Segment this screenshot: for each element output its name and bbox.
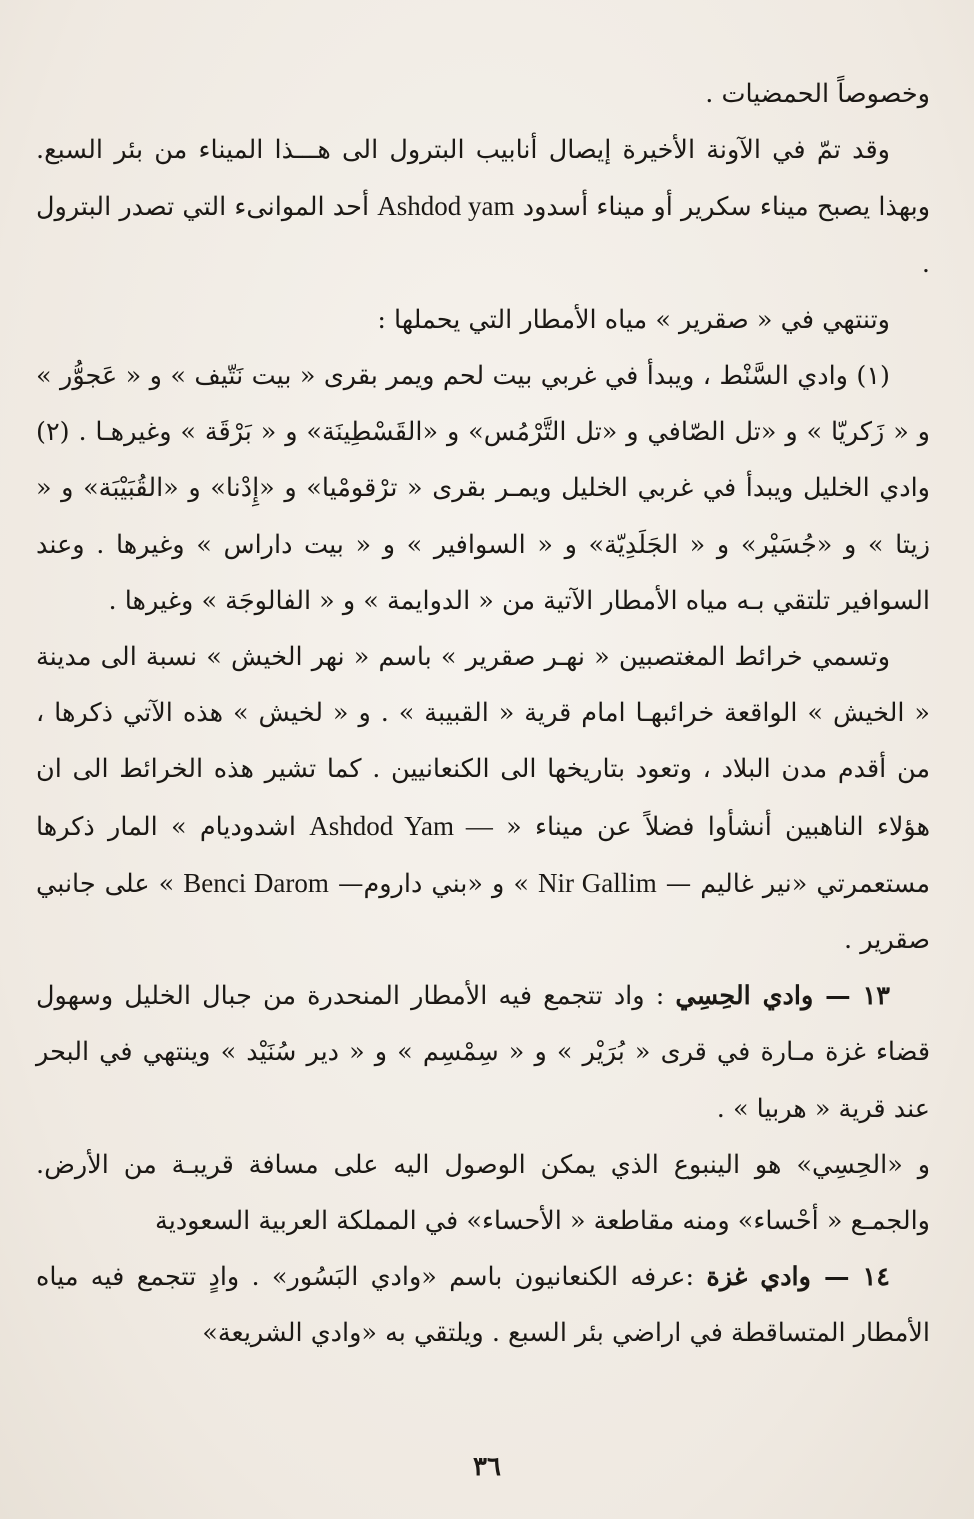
paragraph-hisi-spring <box>36 1137 930 1249</box>
text-line: (١) وادي السَّنْط ، ويبدأ في غربي بيت لحم ويمر بقرى « بيت نَتّيف » <box>170 361 890 392</box>
latin-term: Ashdod Yam — <box>309 810 493 841</box>
paragraph-wadi-gaza <box>36 1249 930 1361</box>
latin-term: Ashdod yam <box>377 191 515 222</box>
text-line: وينتهي في البحر عند قرية « هربيا » . <box>36 1037 930 1124</box>
paragraph-occupier-maps <box>36 629 930 968</box>
paragraph-citrus <box>36 66 930 122</box>
text-line: وتسمي خرائط المغتصبين « نهـر صقرير » باسم « نهر الخيش » نسبة الى <box>100 642 891 673</box>
text-line: الأرض. والجمـع « أحْساء» ومنه مقاطعة « الأحساء» في المملكة العربية <box>36 1149 930 1237</box>
latin-term: Benci Darom <box>183 867 329 898</box>
page-number: ٣٦ <box>473 1452 501 1482</box>
page-body <box>36 66 930 1362</box>
text-line: الآتي ذكرها ، من أقدم مدن البلاد ، وتعود بتاريخها الى الكنعانيين . كما تشير <box>36 698 931 785</box>
text-line: التي تصدر البترول . <box>36 192 930 279</box>
paragraph-rainwater-intro <box>36 292 930 348</box>
text-line: الأمطار الآتية من « الدوايمة » و « الفالوجَة » وغيرها . <box>108 585 678 616</box>
text-line: وقد تمّ في الآونة الأخيرة إيصال أنابيب البترول الى هـــذا الميناء من بئر <box>114 135 890 166</box>
paragraph-valleys-list <box>36 348 930 629</box>
text-line: فيه مياه الأمطار المتساقطة في اراضي بئر السبع . ويلتقي به «وادي الشريعة» <box>36 1262 930 1349</box>
text-line: هذه الخرائط الى ان هؤلاء الناهبين أنشأوا فضلاً عن ميناء « <box>36 754 931 842</box>
text-line: و « عَجوُّر » و « زَكريّا » و «تل الصّافي و «تل التَّرْمُس» و «القَسْطِينَة» <box>36 361 931 448</box>
text-line: و «الحِسِي» هو الينبوع الذي يمكن الوصول اليه على مسافة قريبـة من <box>123 1149 931 1180</box>
paragraph-oil-pipeline <box>36 122 930 292</box>
text-line: و « بَرْقَة » وغيرهـا . (٢) وادي الخليل ويبدأ في غربي الخليل ويمـر بقرى <box>36 417 930 504</box>
text-line: » على جانبي صقرير . <box>36 868 930 956</box>
text-line: :عرفه الكنعانيون باسم «وادي البَسُور» . وادٍ تتجمع <box>136 1262 695 1293</box>
latin-term: Nir Gallim <box>538 867 657 898</box>
text-line: مدينة « الخيش » الواقعة خرائبهـا امام قرية « القبيبة » . و « لخيش » هذه <box>36 642 931 729</box>
section-heading: ١٣ — وادي الحِسِي <box>675 981 890 1012</box>
paragraph-wadi-hisi <box>36 968 930 1137</box>
text-line: : واد تتجمع فيه الأمطار المنحدرة من جبال الخليل <box>124 981 665 1012</box>
text-line: اشدوديام » المار ذكرها مستعمرتي «نير غاليم — <box>36 811 930 899</box>
text-line: » و «بني داروم— <box>337 868 529 899</box>
section-heading: ١٤ — وادي غزة <box>706 1262 890 1293</box>
text-line: وسهول قضاء غزة مـارة في قرى « بُرَيْر » و « سِمْسِم » و « دير سُنَيْد » <box>36 981 931 1068</box>
text-line: وتنتهي في « صقرير » مياه الأمطار التي يحملها : <box>377 304 890 335</box>
text-line: و « السوافير » و « بيت داراس » وغيرها . وعند السوافير تلتقي بـه مياه <box>36 529 930 616</box>
text-line: السبع. وبهذا يصبح ميناء سكرير أو ميناء أسدود <box>36 135 931 223</box>
text-line: « ترْقومْيا» و «إِدْنا» و «القُبَيْبَة» و « زيتا » و «جُسَيْر» و « الجَلَدِيّة» <box>36 473 931 560</box>
text-line: السعودية <box>155 1206 251 1237</box>
text-line: أحد الموانىء <box>234 192 370 223</box>
text-line: وخصوصاً الحمضيات . <box>705 79 930 109</box>
